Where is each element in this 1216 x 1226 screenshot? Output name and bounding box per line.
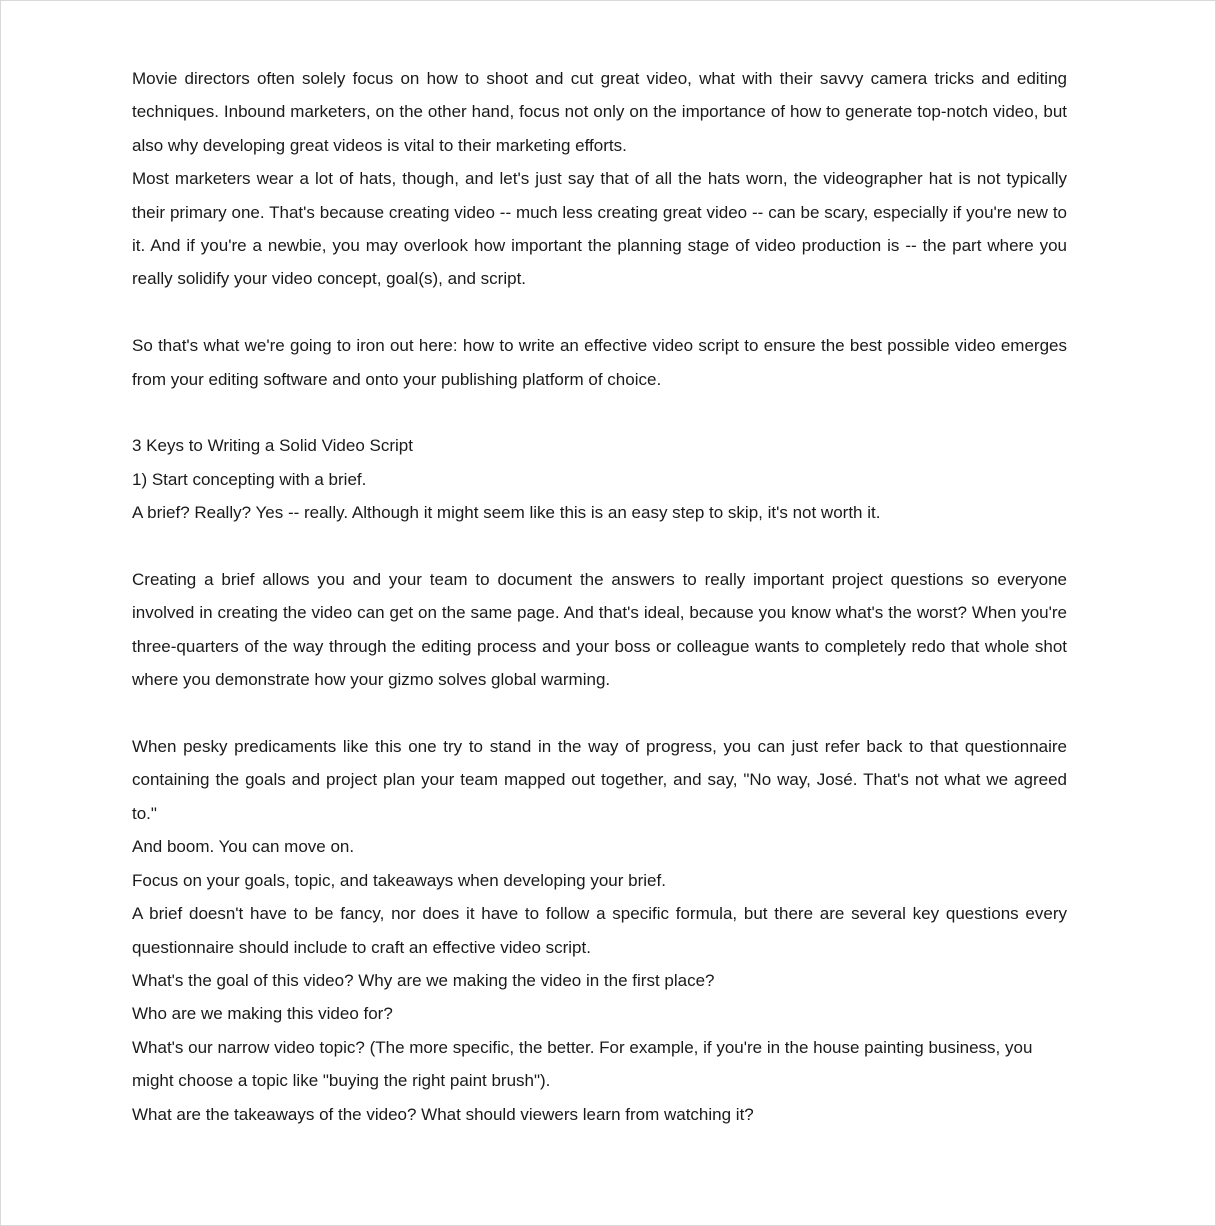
paragraph-focus-goals: Focus on your goals, topic, and takeaways when developing your brief. xyxy=(132,870,666,890)
paragraph-and-boom: And boom. You can move on. xyxy=(132,837,355,857)
paragraph-intro: Movie directors often solely focus on how to shoot and cut great video, what with their savvy camera tricks and editing techniques. Inbound marketers, on the other hand, focus not only on the importance of how to generate top-notch video, but also why developing great videos is vital to their marketing efforts. xyxy=(132,69,1067,155)
paragraph-iron-out: So that's what we're going to iron out here: how to write an effective video script to ensure the best possible video emerges from your editing software and onto your publishing platform of choice. xyxy=(132,336,1067,389)
paragraph-spacer xyxy=(132,697,1067,730)
paragraph-brief-really: A brief? Really? Yes -- really. Although it might seem like this is an easy step to skip, it's not worth it. xyxy=(132,503,881,523)
question-topic: What's our narrow video topic? (The more specific, the better. For example, if you're in the house painting business, you might choose a topic like "buying the right paint brush"). xyxy=(132,1037,1033,1091)
document-body xyxy=(132,62,1067,1131)
paragraph-spacer xyxy=(132,530,1067,563)
question-audience: Who are we making this video for? xyxy=(132,1004,393,1024)
paragraph-spacer xyxy=(132,296,1067,329)
question-goal: What's the goal of this video? Why are we making the video in the first place? xyxy=(132,970,715,990)
paragraph-spacer xyxy=(132,396,1067,429)
subheading-start-with-brief: 1) Start concepting with a brief. xyxy=(132,469,367,489)
question-takeaways: What are the takeaways of the video? What should viewers learn from watching it? xyxy=(132,1104,754,1124)
paragraph-marketers-hats: Most marketers wear a lot of hats, though, and let's just say that of all the hats worn, the videographer hat is not typically their primary one. That's because creating video -- much less creating great video -- can be scary, especially if you're new to it. And if you're a newbie, you may overlook how important the planning stage of video production is -- the part where you really solidify your video concept, goal(s), and script. xyxy=(132,169,1067,289)
paragraph-brief-not-fancy: A brief doesn't have to be fancy, nor does it have to follow a specific formula, but there are several key questions every questionnaire should include to craft an effective video script. xyxy=(132,904,1067,957)
paragraph-creating-brief: Creating a brief allows you and your team to document the answers to really important project questions so everyone involved in creating the video can get on the same page. And that's ideal, because you know what's the worst? When you're three-quarters of the way through the editing process and your boss or colleague wants to completely redo that whole shot where you demonstrate how your gizmo solves global warming. xyxy=(132,570,1067,690)
section-heading: 3 Keys to Writing a Solid Video Script xyxy=(132,436,413,456)
paragraph-pesky-predicaments: When pesky predicaments like this one try to stand in the way of progress, you can just refer back to that questionnaire containing the goals and project plan your team mapped out together, and say, "No way, José. That's not what we agreed to." xyxy=(132,737,1067,823)
